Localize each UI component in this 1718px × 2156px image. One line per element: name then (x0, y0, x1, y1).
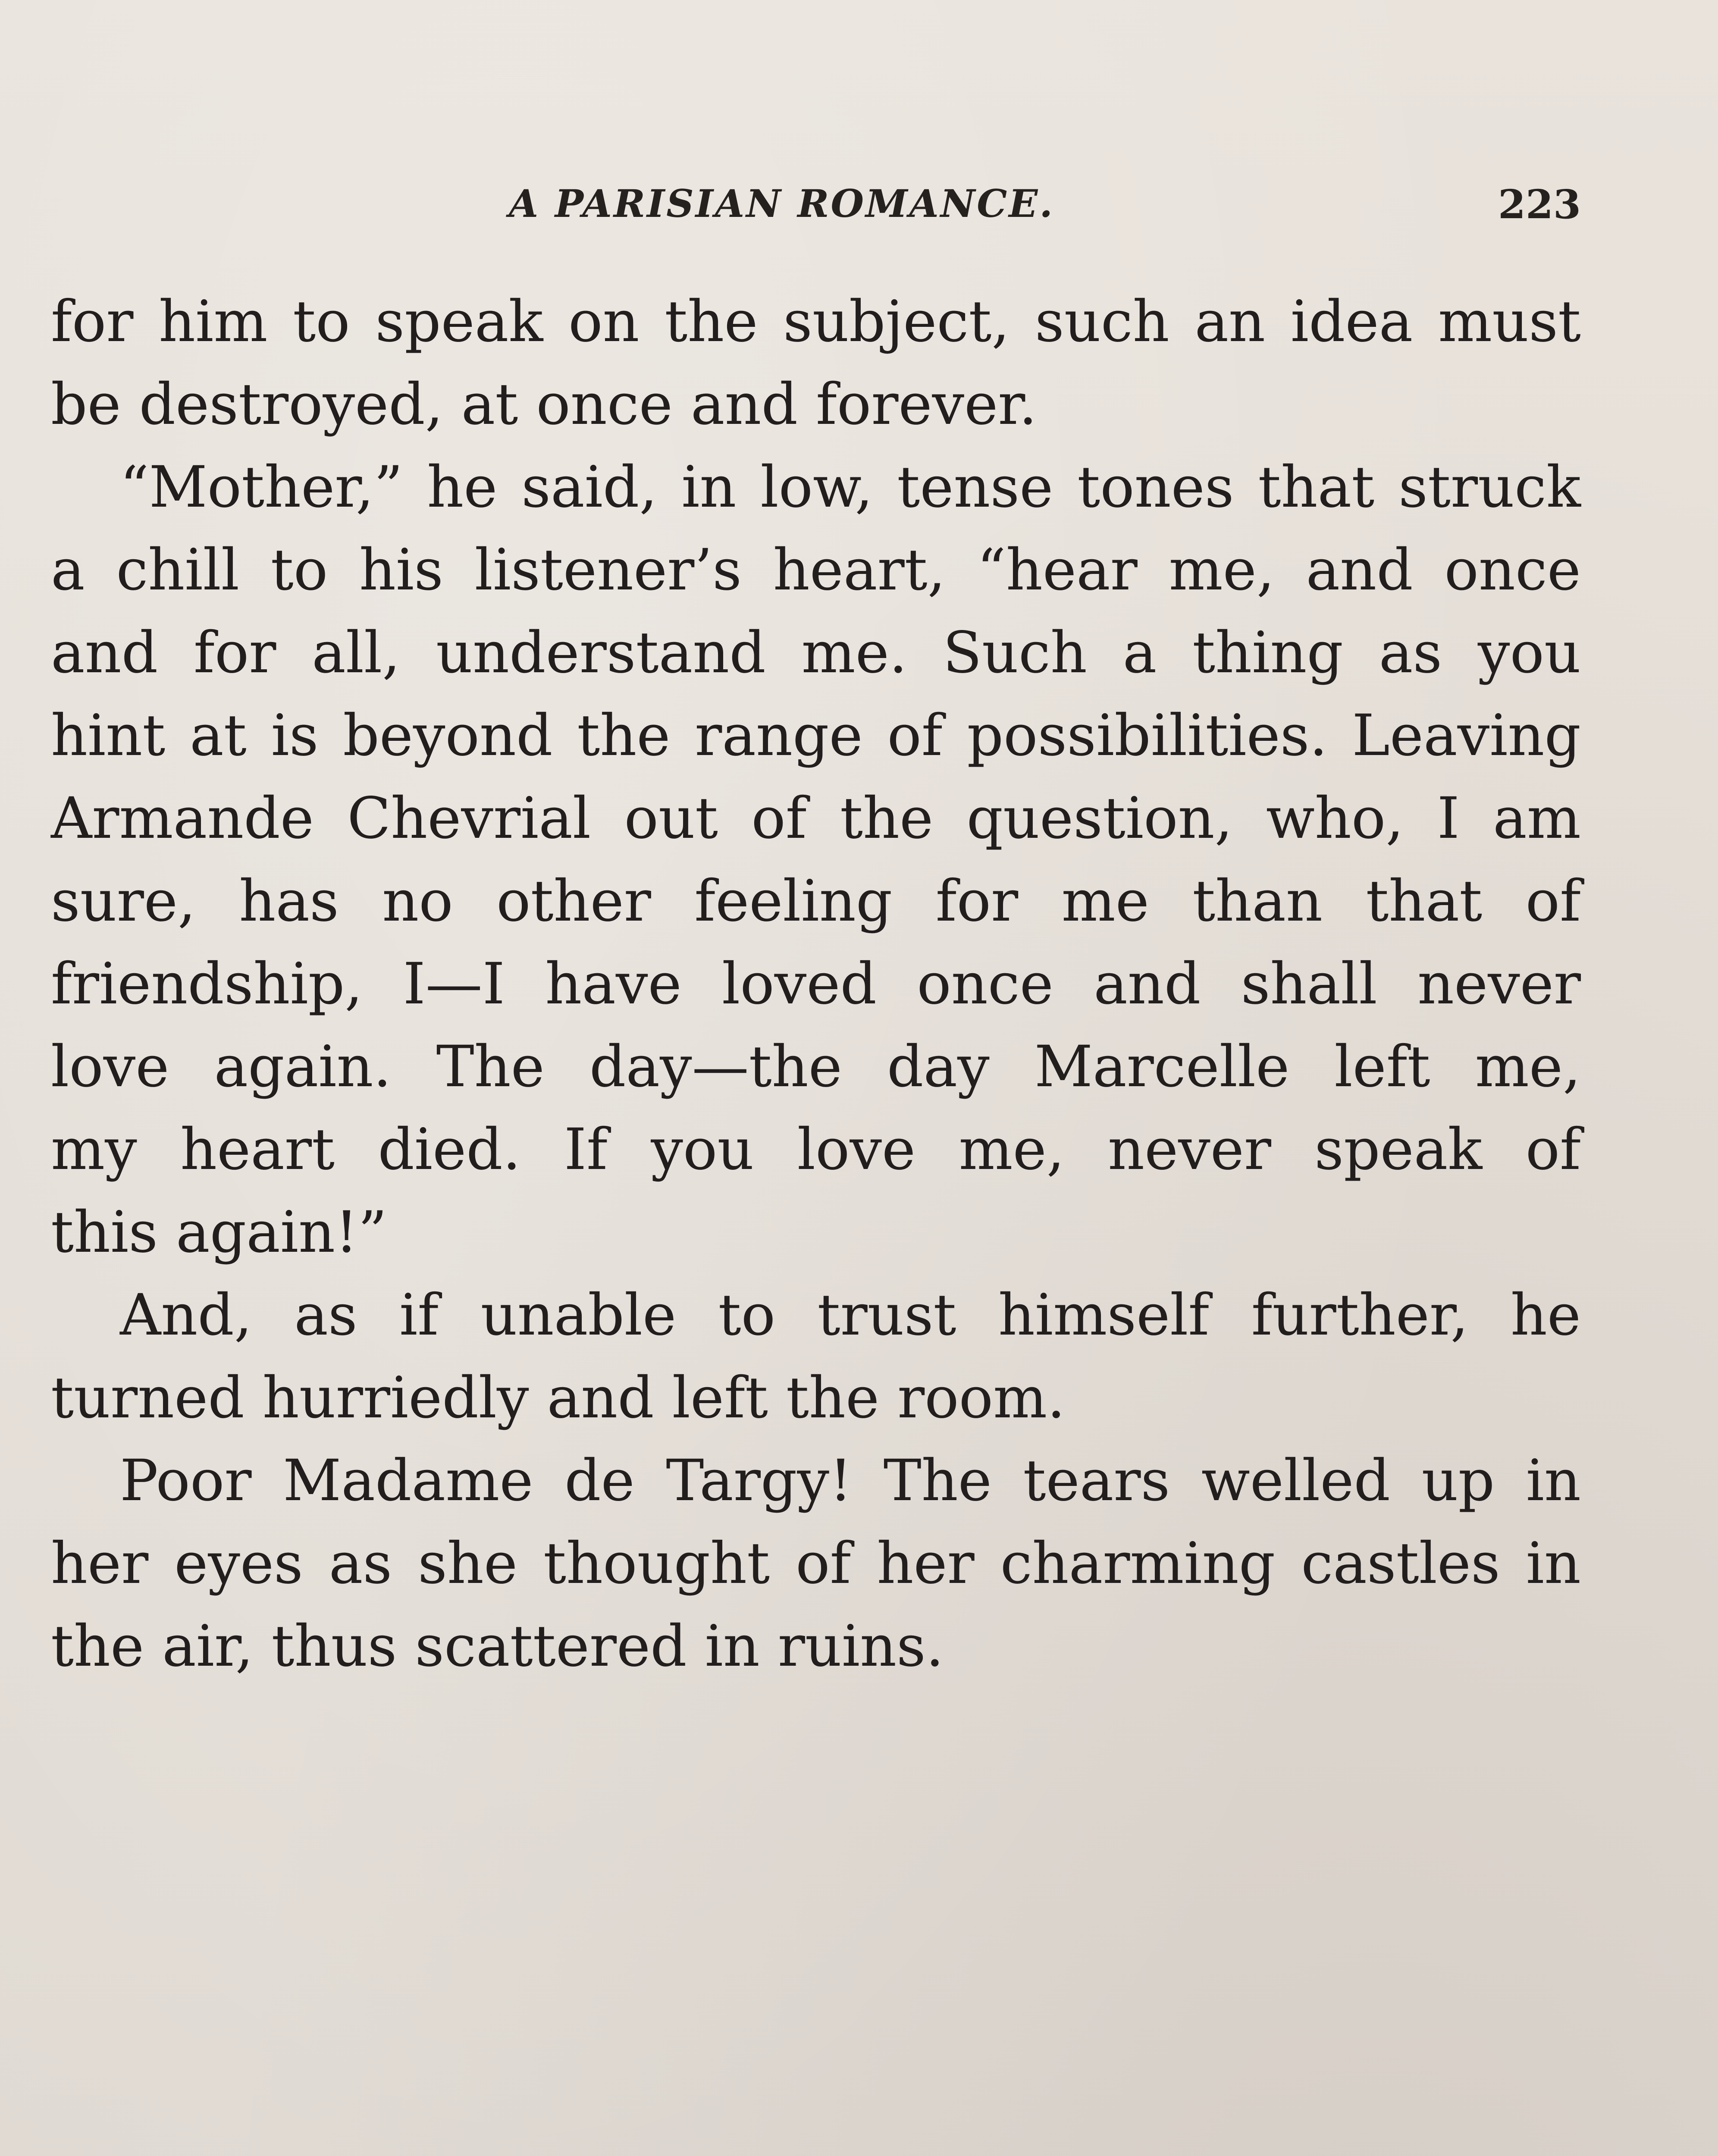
text-line: love again. The day—the day Marcelle left me, (51, 1034, 1581, 1100)
running-head: A PARISIAN ROMANCE. (509, 181, 1054, 226)
text-line: And, as if unable to trust himself further, he (120, 1282, 1581, 1348)
text-line: be destroyed, at once and forever. (51, 371, 1037, 438)
text-line: this again!” (51, 1199, 387, 1266)
page-number: 223 (1498, 181, 1581, 228)
text-line: and for all, understand me. Such a thing as you (51, 620, 1581, 686)
text-line: hint at is beyond the range of possibilities. Leaving (51, 702, 1581, 769)
text-line: Poor Madame de Targy! The tears welled up in (120, 1448, 1581, 1514)
text-line: sure, has no other feeling for me than that of (51, 868, 1581, 934)
text-line: a chill to his listener’s heart, “hear me, and once (51, 537, 1581, 603)
text-line: Armande Chevrial out of the question, who, I am (51, 785, 1581, 852)
text-line: her eyes as she thought of her charming castles in (51, 1530, 1581, 1597)
text-line: friendship, I—I have loved once and shall never (51, 951, 1581, 1017)
text-line: turned hurriedly and left the room. (51, 1365, 1066, 1431)
text-line: for him to speak on the subject, such an idea must (51, 288, 1581, 355)
text-line: my heart died. If you love me, never speak of (51, 1116, 1581, 1183)
body-text (51, 280, 1581, 1688)
text-line: “Mother,” he said, in low, tense tones that struck (120, 454, 1581, 520)
text-line: the air, thus scattered in ruins. (51, 1613, 944, 1680)
